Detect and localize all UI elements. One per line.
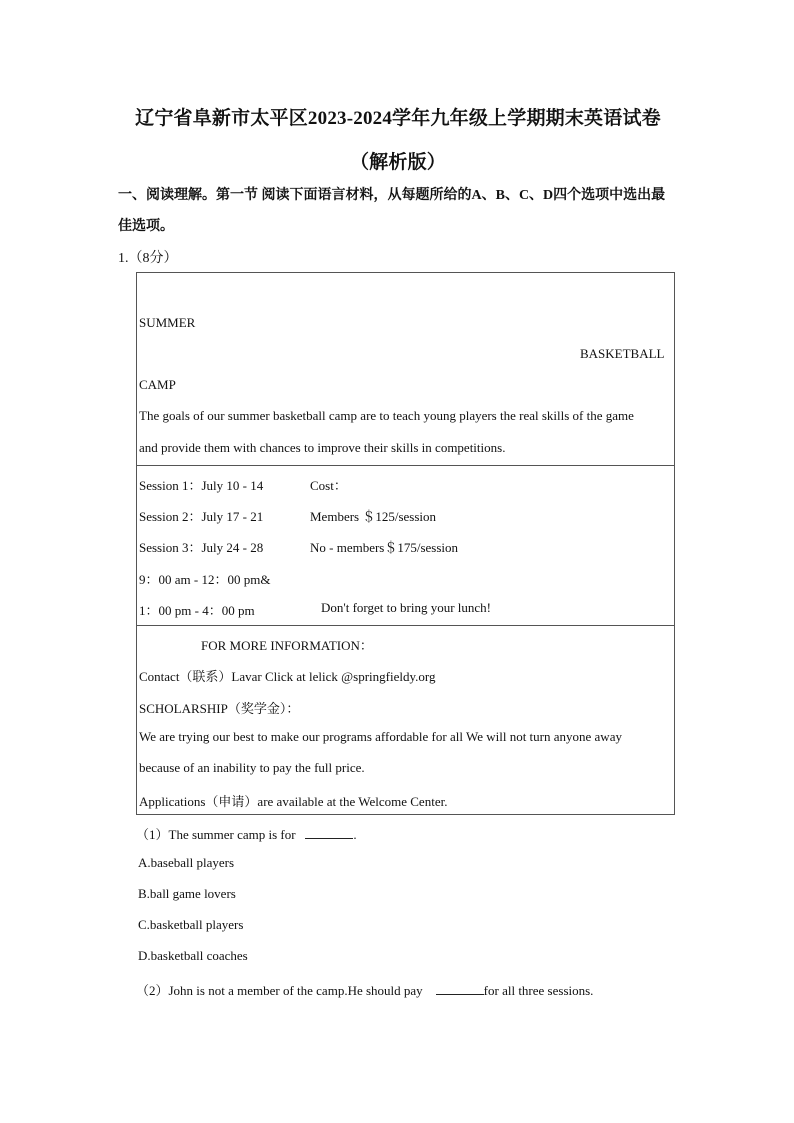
session-2: Session 2：July 17 - 21: [139, 509, 264, 524]
time-morning: 9：00 am - 12：00 pm&: [139, 572, 271, 587]
applications-line: Applications（申请）are available at the Welcome Center.: [139, 794, 448, 809]
goal-line-2: and provide them with chances to improve their skills in competitions.: [139, 440, 506, 455]
divider-2: [137, 625, 674, 626]
goal-line-1: The goals of our summer basketball camp are to teach young players the real skills of the game: [139, 408, 634, 423]
scholarship-line-1: We are trying our best to make our programs affordable for all We will not turn anyone away: [139, 729, 622, 744]
sub-question-2-suffix: for all three sessions.: [483, 983, 594, 998]
sub-question-1-suffix: .: [353, 827, 357, 842]
document-subtitle: （解析版）: [349, 152, 446, 173]
heading-basketball: BASKETBALL: [580, 346, 665, 361]
session-1: Session 1：July 10 - 14: [139, 478, 264, 493]
heading-camp: CAMP: [139, 377, 176, 392]
lunch-note: Don't forget to bring your lunch!: [321, 600, 491, 615]
divider-1: [137, 465, 674, 466]
option-b[interactable]: B.ball game lovers: [138, 886, 236, 901]
answer-blank-1[interactable]: [305, 826, 353, 839]
cost-members: Members ＄125/session: [310, 509, 437, 524]
scholarship-line-2: because of an inability to pay the full price.: [139, 760, 365, 775]
cost-nonmembers: No - members＄175/session: [310, 540, 459, 555]
section-instruction: 一、阅读理解。第一节 阅读下面语言材料，从每题所给的A、B、C、D四个选项中选出最佳选项。: [118, 188, 666, 234]
cost-label: Cost：: [310, 478, 347, 493]
passage-box: [136, 272, 675, 815]
option-d[interactable]: D.basketball coaches: [138, 948, 248, 963]
more-info-heading: FOR MORE INFORMATION：: [201, 638, 373, 653]
option-c[interactable]: C.basketball players: [138, 917, 244, 932]
option-a[interactable]: A.baseball players: [138, 855, 235, 870]
time-afternoon: 1：00 pm - 4：00 pm: [139, 603, 255, 618]
heading-summer: SUMMER: [139, 315, 196, 330]
session-3: Session 3：July 24 - 28: [139, 540, 264, 555]
sub-question-1-prefix: （1）The summer camp is for: [136, 827, 296, 842]
sub-question-1: [136, 824, 357, 843]
sub-question-2: [136, 980, 593, 999]
question-number: 1.（8分）: [118, 251, 178, 266]
scholarship-heading: SCHOLARSHIP（奖学金）：: [139, 701, 300, 716]
answer-blank-2[interactable]: [436, 982, 484, 995]
contact-line: Contact（联系）Lavar Click at lelick @springfieldy.org: [139, 669, 436, 684]
sub-question-2-prefix: （2）John is not a member of the camp.He should pay: [136, 983, 423, 998]
document-title: 辽宁省阜新市太平区2023-2024学年九年级上学期期末英语试卷: [135, 108, 661, 129]
